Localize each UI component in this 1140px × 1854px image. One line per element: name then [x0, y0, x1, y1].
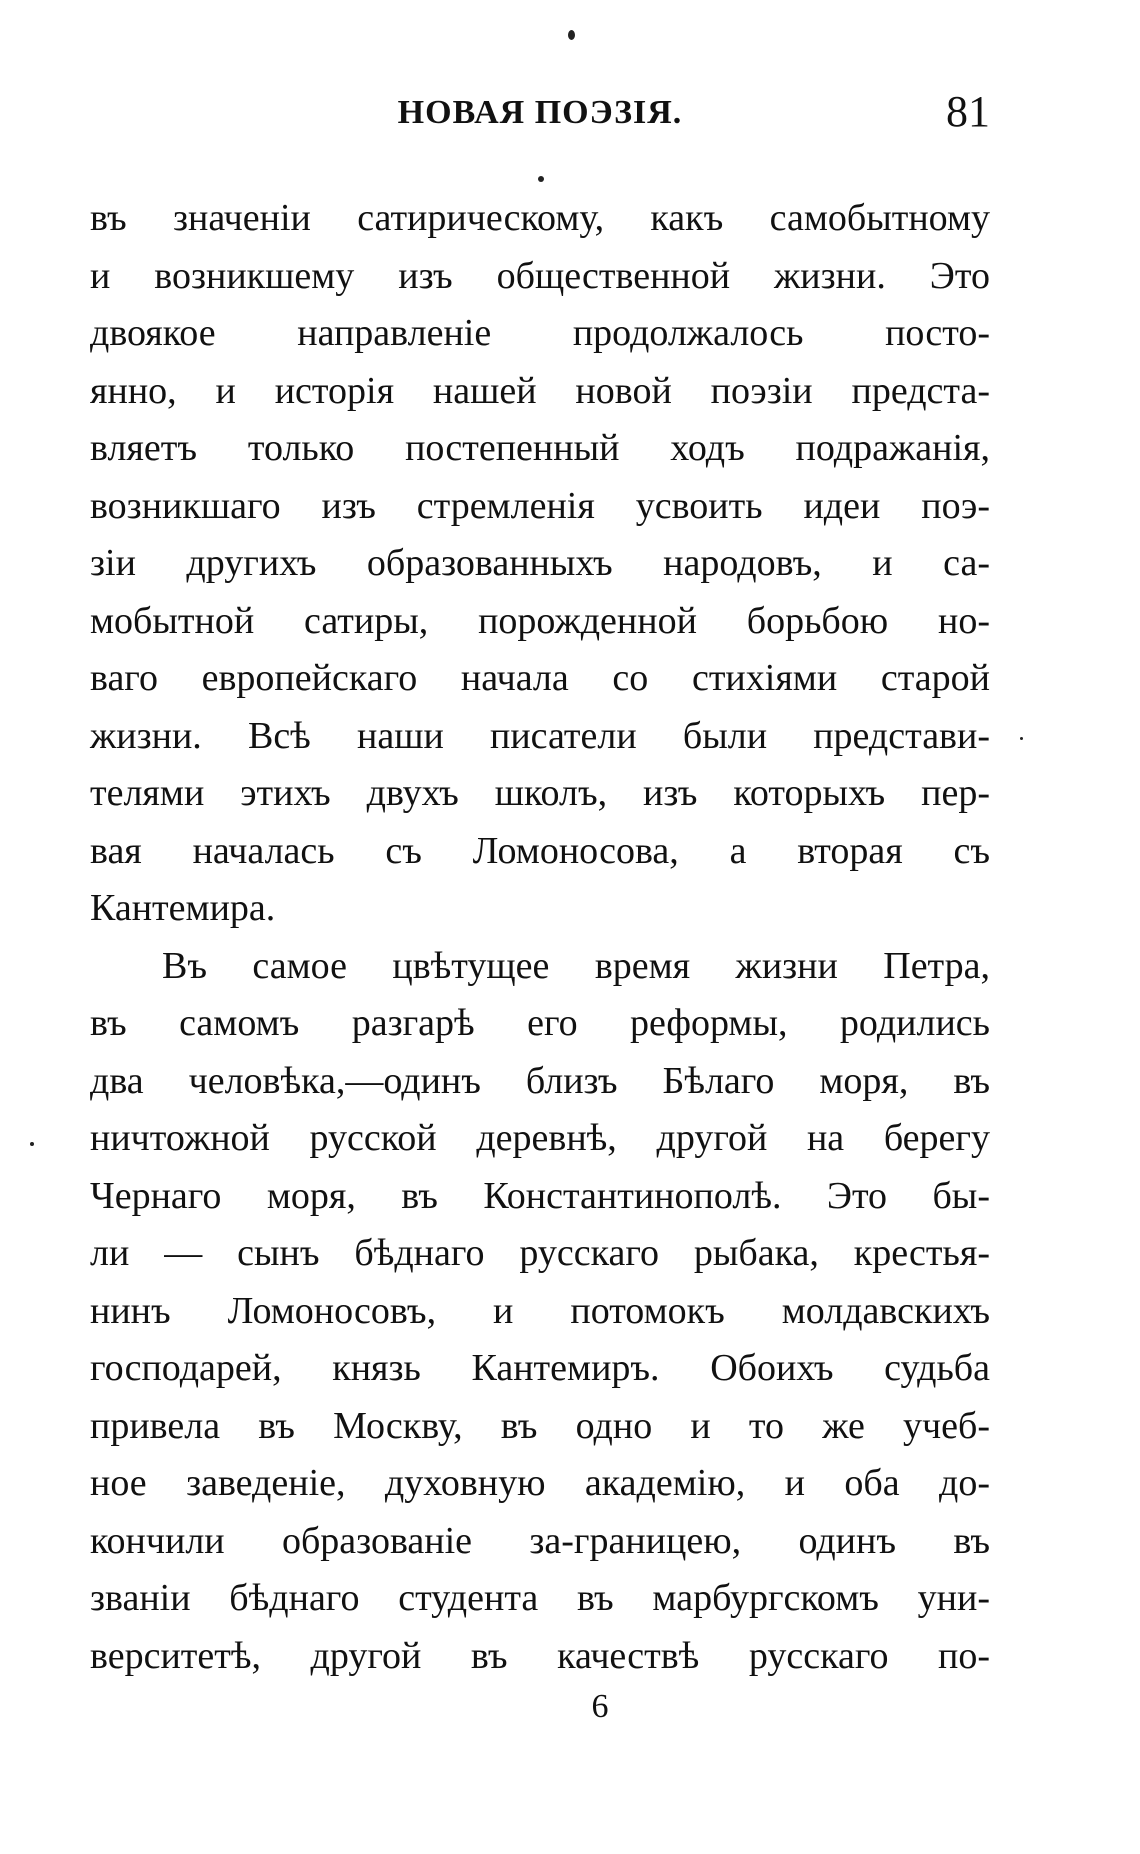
- paragraph-1: [90, 190, 990, 938]
- ink-speck: [30, 1142, 34, 1146]
- page-number: 81: [946, 87, 990, 136]
- text-line: двоякое направленіе продолжалось посто-: [90, 312, 990, 354]
- running-title: НОВАЯ ПОЭЗІЯ.: [397, 94, 683, 131]
- text-line: Въ самое цвѣтущее время жизни Петра,: [162, 944, 990, 987]
- ink-speck: [568, 30, 575, 40]
- text-line: ли — сынъ бѣднаго русскаго рыбака, крестья-: [90, 1232, 990, 1274]
- text-line: янно, и исторія нашей новой поэзіи предста-: [90, 369, 990, 412]
- text-line: кончили образованіе за-границею, одинъ въ: [90, 1519, 990, 1562]
- text-line: два человѣка,—одинъ близъ Бѣлаго моря, въ: [90, 1059, 990, 1102]
- text-line: зіи другихъ образованныхъ народовъ, и са-: [90, 542, 990, 584]
- text-line: ничтожной русской деревнѣ, другой на берегу: [90, 1117, 990, 1159]
- text-line: господарей, князь Кантемиръ. Обоихъ судьба: [90, 1347, 990, 1389]
- text-line: вляетъ только постепенный ходъ подражанія,: [90, 427, 990, 469]
- text-line: жизни. Всѣ наши писатели были представи-: [90, 714, 990, 757]
- text-line: званіи бѣднаго студента въ марбургскомъ уни-: [90, 1577, 990, 1619]
- text-line: ваго европейскаго начала со стихіями старой: [90, 657, 990, 699]
- running-head: [90, 87, 990, 140]
- text-line: привела въ Москву, въ одно и то же учеб-: [90, 1404, 990, 1447]
- text-line: Чернаго моря, въ Константинополѣ. Это бы-: [90, 1174, 990, 1217]
- text-line: мобытной сатиры, порожденной борьбою но-: [90, 599, 990, 642]
- text-line: возникшаго изъ стремленія усвоить идеи поэ-: [90, 484, 990, 527]
- text-line: вая началась съ Ломоносова, а вторая съ: [90, 829, 990, 872]
- body-text: [90, 190, 990, 1685]
- text-line: ное заведеніе, духовную академію, и оба до-: [90, 1462, 990, 1504]
- text-line: и возникшему изъ общественной жизни. Это: [90, 254, 990, 297]
- text-line: верситетѣ, другой въ качествѣ русскаго по-: [90, 1634, 990, 1677]
- ink-speck: [538, 176, 544, 182]
- signature-mark: 6: [591, 1688, 609, 1725]
- ink-speck: [1020, 737, 1023, 740]
- text-line: въ значеніи сатирическому, какъ самобытному: [90, 197, 990, 239]
- paragraph-2: [90, 938, 990, 1686]
- text-line: телями этихъ двухъ школъ, изъ которыхъ пер-: [90, 772, 990, 814]
- text-line: Кантемира.: [90, 887, 276, 929]
- text-line: нинъ Ломоносовъ, и потомокъ молдавскихъ: [90, 1289, 990, 1332]
- text-line: въ самомъ разгарѣ его реформы, родились: [90, 1002, 990, 1044]
